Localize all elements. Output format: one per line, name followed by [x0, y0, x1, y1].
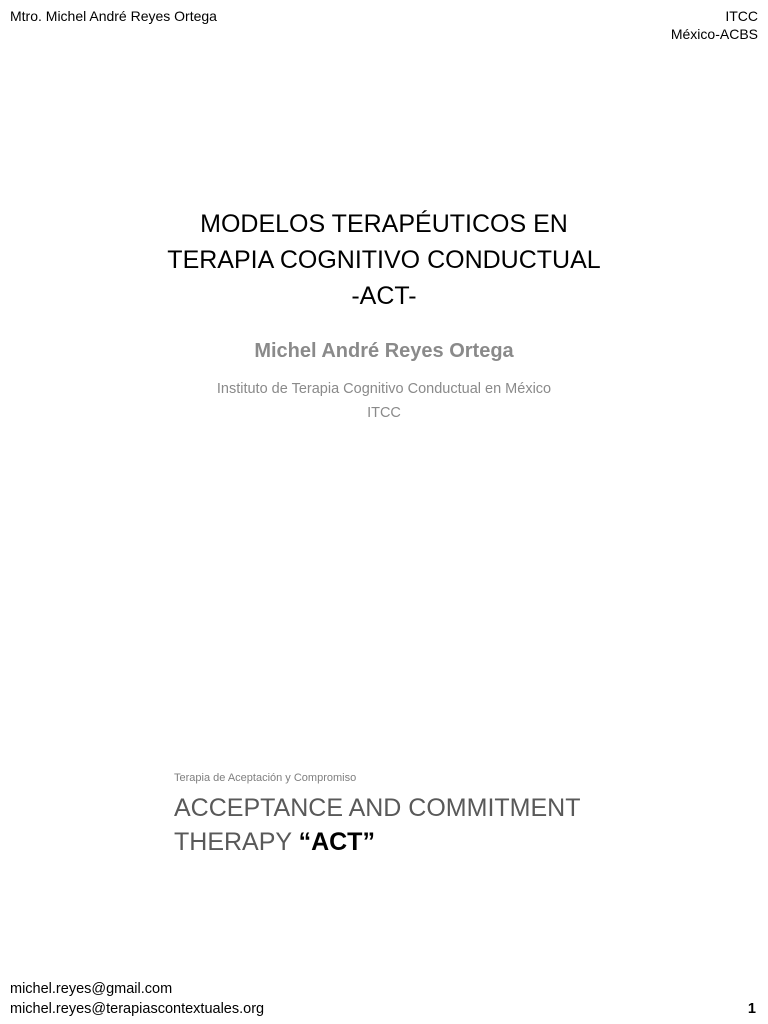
slide-1-institute-line2: ITCC	[367, 405, 401, 421]
header-organization	[671, 7, 758, 43]
slide-1-author: Michel André Reyes Ortega	[254, 340, 514, 362]
slide-1-title-line3: -ACT-	[351, 282, 417, 310]
footer-email-2[interactable]: michel.reyes@terapiascontextuales.org	[10, 1001, 265, 1017]
slide-1-title-line2: TERAPIA COGNITIVO CONDUCTUAL	[167, 246, 601, 274]
slide-2-title-line1: ACCEPTANCE AND COMMITMENT	[174, 794, 581, 822]
footer-email-1[interactable]: michel.reyes@gmail.com	[10, 981, 173, 997]
footer-contact	[10, 979, 264, 1019]
slide-1-title-line1: MODELOS TERAPÉUTICOS EN	[200, 210, 568, 238]
page-number: 1	[747, 1001, 756, 1017]
slide-1-institute-line1: Instituto de Terapia Cognitivo Conductual en México	[216, 381, 552, 397]
slide-1-title	[0, 206, 768, 314]
slide-2-title-line2-prefix: THERAPY	[174, 828, 299, 856]
slide-2-title	[174, 791, 581, 859]
slide-2-subtitle: Terapia de Aceptación y Compromiso	[174, 772, 357, 784]
header-org-line1: ITCC	[725, 8, 758, 24]
header-author: Mtro. Michel André Reyes Ortega	[10, 8, 217, 24]
slide-1-institute	[0, 377, 768, 425]
slide-2-title-line2	[174, 825, 581, 859]
slide-2-title-act-emphasis: “ACT”	[298, 828, 375, 856]
header-org-line2: México-ACBS	[670, 26, 758, 42]
